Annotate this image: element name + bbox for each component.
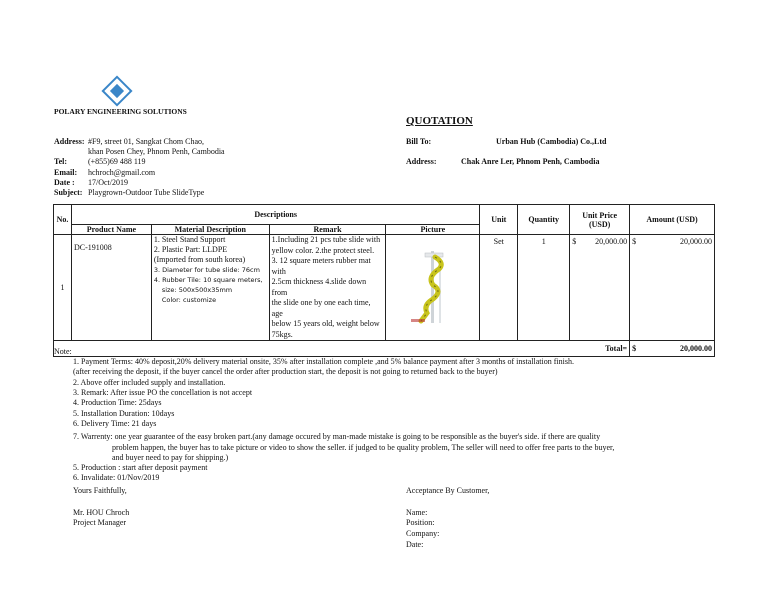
company-logo-icon	[101, 75, 132, 106]
material-line: size: 500x500x35mm	[161, 286, 233, 294]
material-line: Color: customize	[161, 296, 217, 304]
header-product-name: Product Name	[71, 225, 151, 235]
company-name: POLARY ENGINEERING SOLUTIONS	[54, 107, 187, 116]
acceptance-label: Acceptance By Customer,	[406, 486, 490, 495]
bill-to-value: Urban Hub (Cambodia) Co.,Ltd	[496, 137, 607, 146]
header-unit: Unit	[480, 205, 518, 235]
row-amount	[630, 235, 715, 341]
bill-address-label: Address:	[406, 157, 437, 166]
tel-label: Tel:	[54, 157, 68, 166]
material-line: 4. Rubber Tile: 10 square meters,	[153, 276, 263, 284]
date-label: Date :	[54, 178, 75, 187]
note-line: 4. Production Time: 25days	[73, 398, 162, 407]
currency-symbol: $	[572, 237, 577, 246]
note-line: problem happen, the buyer has to take picture or video to show the seller. if judged to be quality problem, The seller will need to offer free parts to the buyer,	[112, 443, 615, 452]
customer-company-field: Company:	[406, 529, 440, 538]
header-unit-price: Unit Price (USD)	[570, 205, 630, 235]
note-line: 1. Payment Terms: 40% deposit,20% delivery material onsite, 35% after installation complete ,and 5% balance payment after 3 months of installation finish.	[73, 357, 574, 366]
customer-date-field: Date:	[406, 540, 424, 549]
address-line2: khan Posen Chey, Phnom Penh, Cambodia	[88, 147, 225, 156]
email-value: hchroch@gmail.com	[88, 168, 156, 177]
note-line: 6. Delivery Time: 21 days	[73, 419, 157, 428]
header-descriptions: Descriptions	[71, 205, 479, 225]
document-title: QUOTATION	[406, 115, 473, 127]
total-amount	[630, 341, 715, 357]
note-line: (after receiving the deposit, if the buyer cancel the order after production start, the deposit is not going to returned back to the buyer)	[73, 367, 498, 376]
header-remark: Remark	[269, 225, 386, 235]
note-line: and buyer need to pay for shipping.)	[112, 453, 229, 462]
material-line: 3. Diameter for tube slide: 76cm	[153, 266, 260, 274]
row-no: 1	[54, 235, 72, 341]
tel-value: (+855)69 488 119	[88, 157, 146, 166]
notes-title: Note:	[54, 347, 72, 356]
remark-line: below 15 years old, weight below	[271, 319, 380, 328]
note-line: 7. Warrenty: one year guarantee of the easy broken part.(any damage occured by man-made mistake is going to be responsible as the buyer's side. if there are quality	[73, 432, 601, 441]
remark-line: the slide one by one each time, age	[271, 298, 371, 318]
row-qty: 1	[518, 235, 570, 341]
email-label: Email:	[54, 168, 78, 177]
material-line: (Imported from south korea)	[153, 255, 246, 264]
row-product: DC-191008	[71, 235, 151, 341]
row-unit: Set	[480, 235, 518, 341]
note-line: 2. Above offer included supply and installation.	[73, 378, 226, 387]
tube-slide-image	[403, 249, 463, 325]
note-line: 6. Invalidate: 01/Nov/2019	[73, 473, 160, 482]
total-label: Total=	[54, 341, 630, 357]
yours-faithfully: Yours Faithfully,	[73, 486, 127, 495]
date-value: 17/Oct/2019	[88, 178, 128, 187]
note-line: 3. Remark: After issue PO the concellation is not accept	[73, 388, 253, 397]
signer-name: Mr. HOU Chroch	[73, 508, 130, 517]
customer-name-field: Name:	[406, 508, 428, 517]
header-picture: Picture	[386, 225, 480, 235]
remark-line: 75kgs.	[271, 329, 293, 339]
material-line: 1. Steel Stand Support	[153, 235, 226, 244]
currency-symbol: $	[632, 344, 637, 353]
unit-price-value: 20,000.00	[595, 237, 628, 246]
table-row	[54, 235, 715, 341]
subject-value: Playgrown-Outdoor Tube SlideType	[88, 188, 205, 197]
subject-label: Subject:	[54, 188, 83, 197]
remark-line: 2.5cm thickness 4.slide down from	[271, 277, 367, 297]
header-material: Material Description	[151, 225, 269, 235]
header-quantity: Quantity	[518, 205, 570, 235]
header-no: No.	[54, 205, 72, 235]
address-label: Address:	[54, 137, 85, 146]
row-remark	[269, 235, 386, 341]
header-amount: Amount (USD)	[630, 205, 715, 235]
quotation-table	[53, 204, 715, 357]
remark-line: 3. 12 square meters rubber mat with	[271, 256, 371, 276]
address-line1: #F9, street 01, Sangkat Chom Chao,	[88, 137, 204, 146]
row-unit-price	[570, 235, 630, 341]
bill-to-label: Bill To:	[406, 137, 432, 146]
remark-line: 1.Including 21 pcs tube slide with	[271, 235, 381, 244]
remark-line: yellow color. 2.the protect steel.	[271, 245, 375, 255]
signer-role: Project Manager	[73, 518, 127, 527]
material-line: 2. Plastic Part: LLDPE	[153, 245, 228, 254]
row-picture	[386, 235, 480, 341]
note-line: 5. Installation Duration: 10days	[73, 409, 175, 418]
currency-symbol: $	[632, 237, 637, 246]
customer-position-field: Position:	[406, 518, 435, 527]
note-line: 5. Production : start after deposit payment	[73, 463, 208, 472]
bill-address-value: Chak Anre Ler, Phnom Penh, Cambodia	[461, 157, 600, 166]
total-value: 20,000.00	[680, 344, 712, 353]
row-material	[151, 235, 269, 341]
amount-value: 20,000.00	[680, 237, 712, 246]
